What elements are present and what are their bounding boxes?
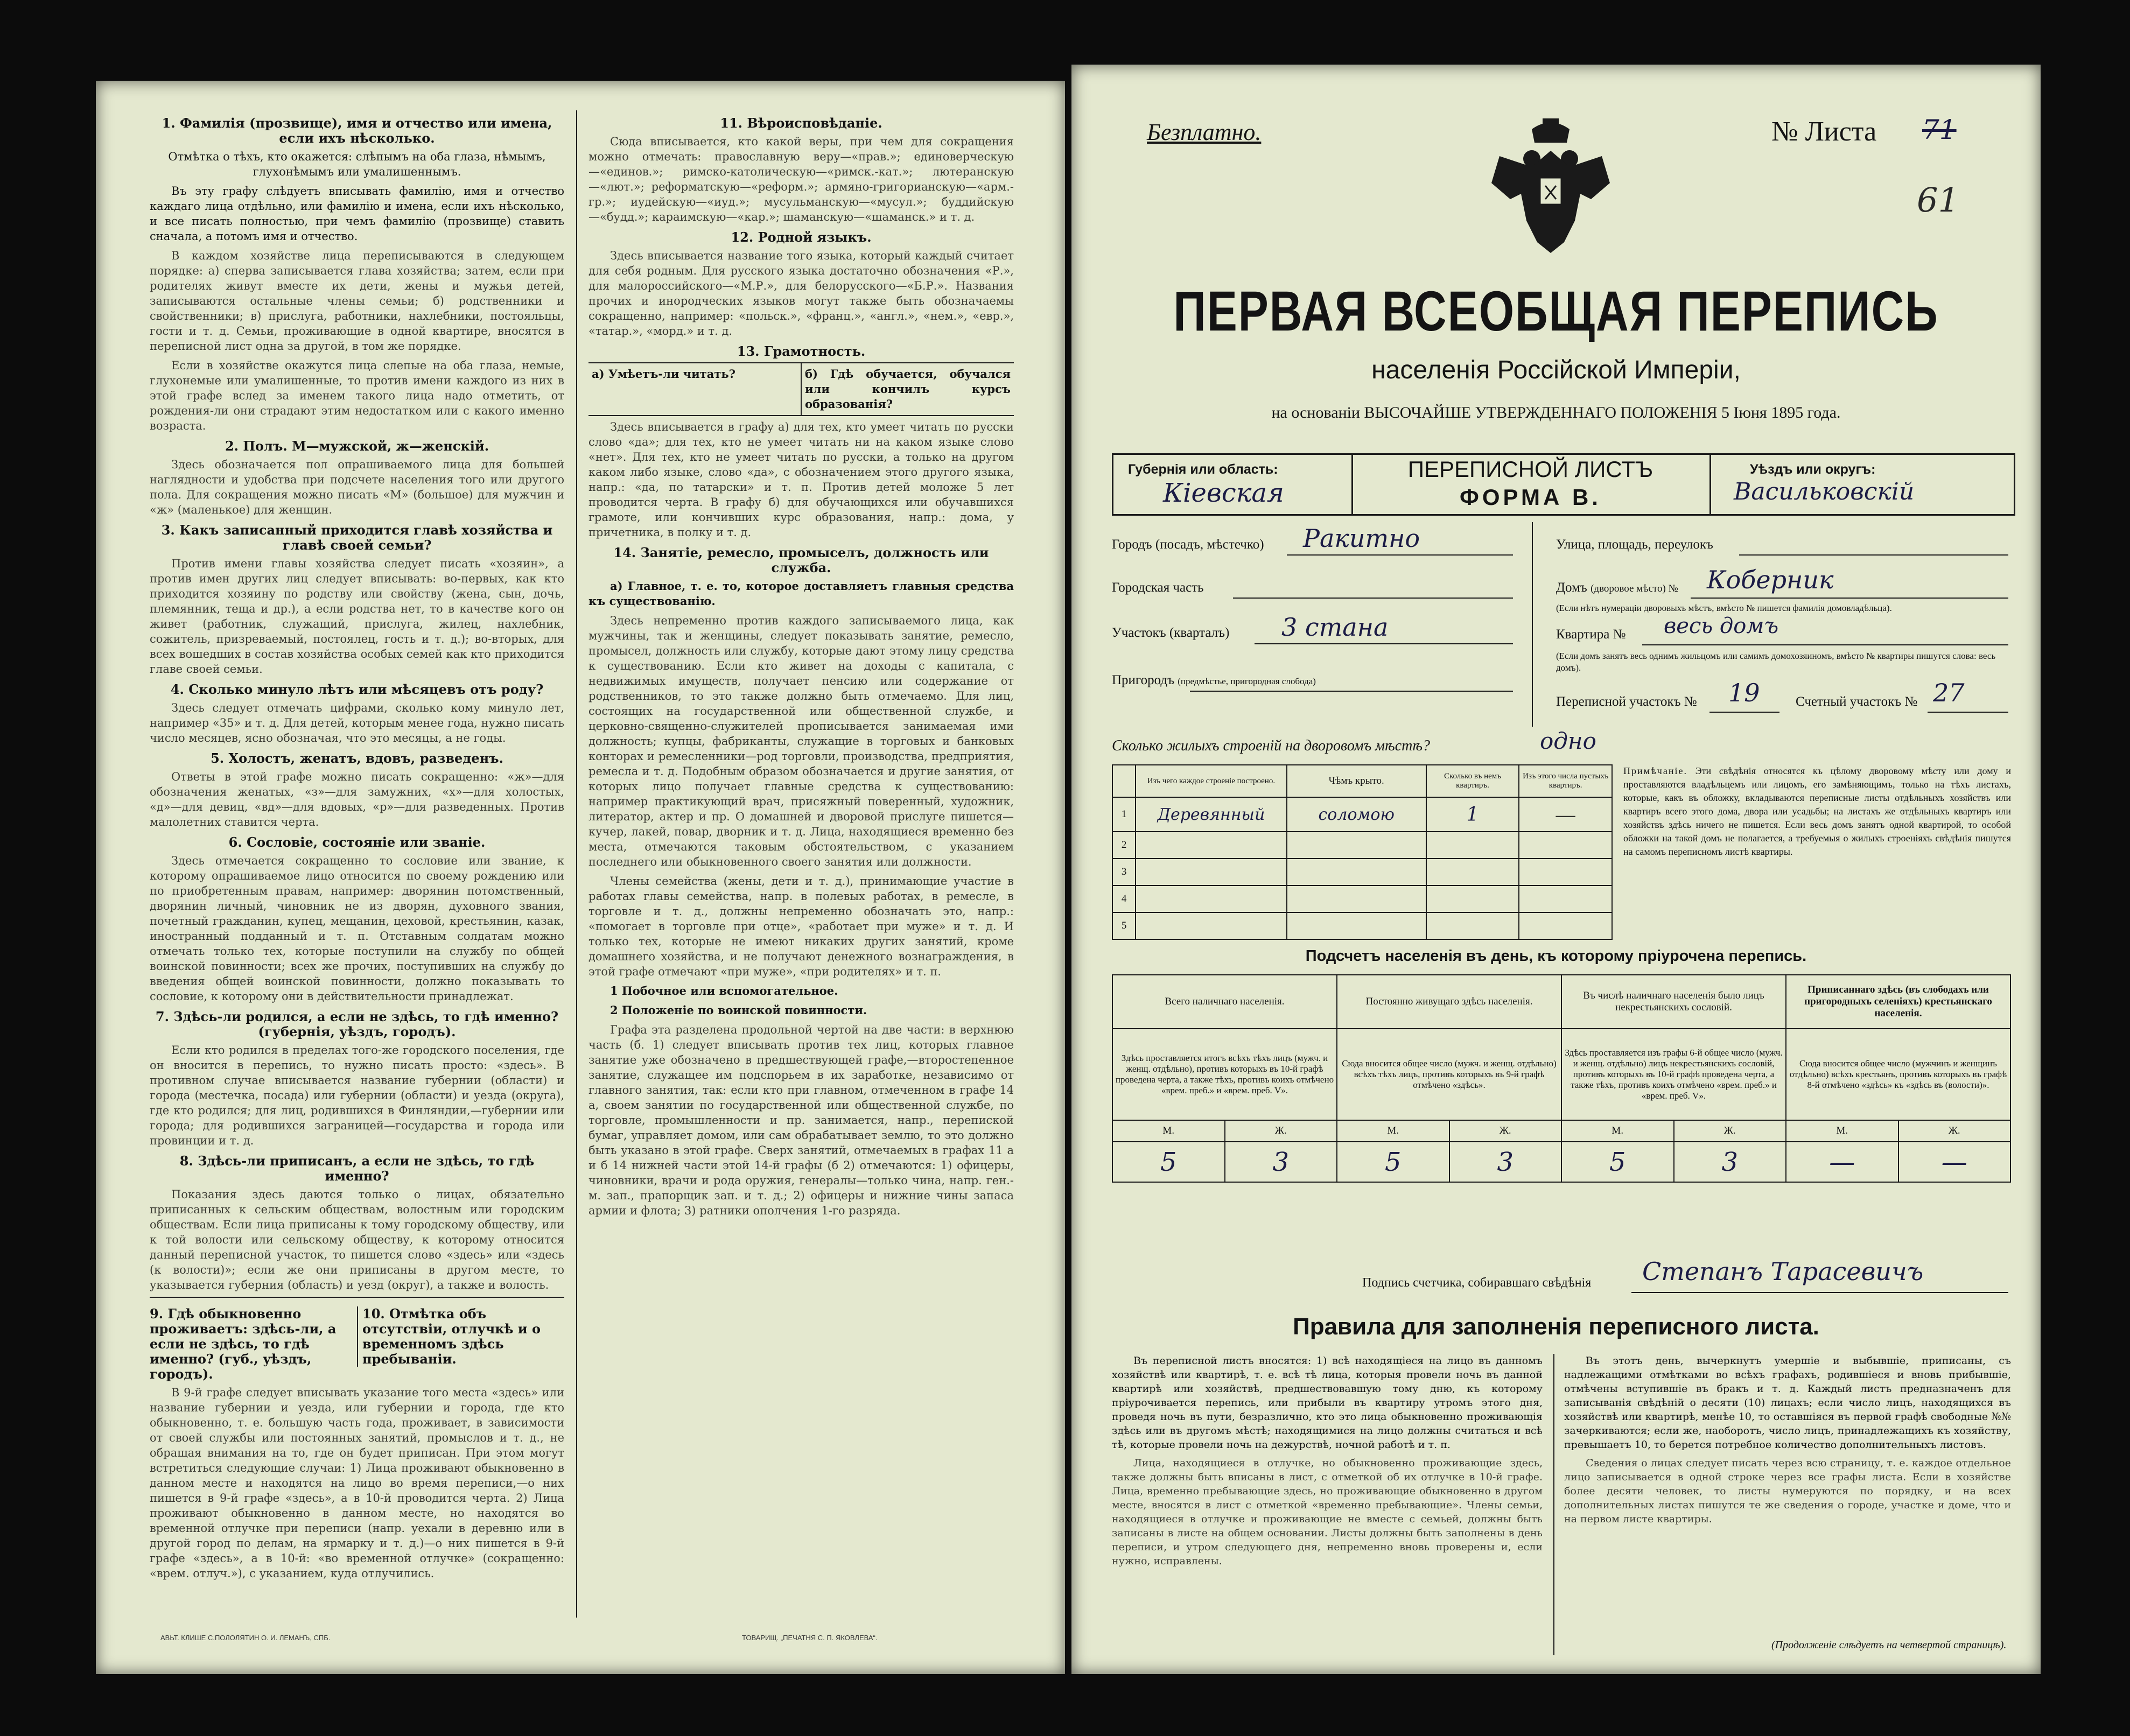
section-4-title: 4. Сколько минуло лѣтъ или мѣсяцевъ отъ роду? (170, 681, 544, 697)
body-text: Против имени главы хозяйства следует писать «хозяин», а против имен других лиц следует вписывать: во-первых, как кто приходится хозяину по родству или свойству (жена, сын, дочь, племянник, теща и др.), а если родства нет, то в качестве кого он живет (работник, служащий, прислуга, жилец, нахлебник, сожитель, призреваемый, постоялец, гость и т. д.); во-вторых, для всех вошедших в состав хозяйства особых семей как кто приходится главе своей семьи. (150, 557, 564, 676)
left-page (96, 81, 1065, 1674)
section-14-title: 14. Занятіе, ремесло, промыселъ, должность или служба. (613, 545, 989, 575)
material-header: Изъ чего каждое строеніе построено. (1136, 765, 1287, 797)
house-note-1: (дворовое мѣсто) № (1591, 583, 1678, 594)
district-value: 3 стана (1281, 613, 1389, 642)
table-row (1112, 832, 1612, 859)
empty-apartments-header: Изъ этого числа пустыхъ квартиръ. (1519, 765, 1612, 797)
divider (1532, 522, 1533, 727)
section-1-text: Въ эту графу слѣдуетъ вписывать фамилію, имя и отчество каждаго лица отдѣльно, или фамилію и имена, если ихъ нѣсколько, и все писать полностью, при чемъ фамилію (прозвище) ставить сначала, а потомъ имя и отчество. (150, 185, 564, 243)
roof-cell (1287, 912, 1426, 939)
apartment-note: (Если домъ занятъ весь однимъ жильцомъ или самимъ домохозяиномъ, вмѣсто № квартиры пишутся слова: весь домъ). (1556, 651, 1996, 673)
fill-line (1287, 554, 1513, 556)
fill-line (1709, 712, 1779, 713)
archive-page-number: 61 (1917, 180, 1959, 220)
crown (1532, 123, 1570, 143)
house-label-text: Домъ (1556, 580, 1587, 595)
sheet-number-label: № Листа (1771, 116, 1877, 147)
population-table (1112, 974, 2011, 1183)
row-number: 4 (1112, 885, 1136, 912)
instructions-column-1 (150, 110, 564, 1618)
uezd-label: Уѣздъ или округъ: (1750, 462, 1876, 477)
suburb-label (1112, 673, 1316, 688)
fill-line (1928, 712, 2008, 713)
body-text: Здесь непременно против каждого записываемого лица, как мужчины, так и женщины, следует показывать занятие, ремесло, промысел, должность или службу, которые дают этому лицу средства к существованию. Если кто живет на доходы с капитала, с недвижимых имуществ, получает пенсию или содержание от родственников, то это также должно быть отмечаемо. Для лиц, состоящих на государственной или общественной службе, и церковно-священно-служителей прописывается занимаемая ими должность; купцы, фабриканты, служащие в торговых и банковых конторах и ремесленники—род торговли, производства, предприятия, ремесла и т. д. Подобным образом обозначается и другие занятия, от которых лицо получает главные средства к существованию: например практикующий врач, присяжный поверенный, художник, литератор, актер и пр. О домашней и дворовой прислуге пишется—кучер, лакей, повар, дворник и т. д. Лица, находящиеся временно без места, отмечаются таковым обстоятельством, с указанием последнего или обыкновенного своего занятия или должности. (588, 614, 1014, 868)
apartment-value: весь домъ (1664, 614, 1779, 638)
row-number: 3 (1112, 859, 1136, 885)
body-text: В 9-й графе следует вписывать указание того места «здесь» или название губернии и уезда, или губернии и города, где кто обыкновенно, т. е. большую часть года, проживает, в зависимости от своей службы или постоянных занятий, промыслов и т. д., не обращая внимания на то, где он будет приписан. При этом могут встретиться следующие случаи: 1) Лица проживают обыкновенно в данном месте и находятся на лицо во время переписи,—о них пишется в 9-й графе «здесь», а в 10-й проводится черта. 2) Лица проживают обыкновенно в данном месте, но находятся во временной отлучке при переписи (напр. уехали в деревню или в другой город по делам, на ярмарку и т. д.)—о них пишется в 9-й графе «здесь», а в 10-й: «во временной отлучке» (сокращенно: «врем. отлуч.»), с указанием, куда отлучились. (150, 1386, 564, 1580)
section-14a-title: а) Главное, т. е. то, которое доставляетъ главныя средства къ существованію. (588, 579, 1014, 608)
apartments-header: Сколько въ немъ квартиръ. (1426, 765, 1519, 797)
house-value: Коберник (1707, 565, 1834, 594)
fill-line (1739, 554, 2008, 556)
material-cell (1136, 885, 1287, 912)
male-header: М. (1561, 1120, 1674, 1142)
material-cell (1136, 832, 1287, 859)
apartments-cell (1426, 885, 1519, 912)
house-note: (Если нѣтъ нумераціи дворовыхъ мѣстъ, вмѣсто № пишется фамилія домовладѣльца). (1556, 603, 1892, 613)
peasant-note: Сюда вносится общее число (мужчинъ и женщинъ отдѣльно) всѣхъ крестьянъ, противъ которыхъ въ графѣ 8-й отмѣчено «здѣсь» къ «здѣсь въ (волости)». (1786, 1029, 2010, 1120)
free-label: Безплатно. (1147, 119, 1262, 145)
buildings-question: Сколько жилыхъ строеній на дворовомъ мѣстѣ? (1112, 737, 1431, 754)
city-label: Городъ (посадъ, мѣстечко) (1112, 537, 1264, 552)
population-title: Подсчетъ населенія въ день, къ которому пріурочена перепись. (1305, 947, 1807, 965)
uezd-value: Васильковскій (1734, 478, 1915, 505)
fill-line (1233, 598, 1513, 599)
fill-line (1691, 598, 2008, 599)
peasant-header: Приписаннаго здѣсь (въ слободахъ или пригородныхъ селеніяхъ) крестьянскаго населенія. (1786, 975, 2010, 1029)
body-text: Лица, находящиеся в отлучке, но обыкновенно проживающие здесь, также должны быть вписаны в лист, с отметкой об их отлучке в 10-й графе. Лица, временно пребывающие здесь, но проживающие обыкновенно в другом месте, вносятся в лист с отметкой «временно пребывающие». Члены семьи, находящиеся в отлучке и проживающие не вместе с семьей, должны быть записаны в листе на общем основании. Листы должны быть заполнены в день переписи, и утром следующего дня, непременно вновь проверены и, если нужно, исправлены. (1112, 1457, 1543, 1567)
signature-label: Подпись счетчика, собиравшаго свѣдѣнія (1362, 1276, 1592, 1290)
section-1-note: Отмѣтка о тѣхъ, кто окажется: слѣпымъ на оба глаза, нѣмымъ, глухонѣмымъ или умалишеннымъ. (168, 150, 546, 178)
row-number: 5 (1112, 912, 1136, 939)
body-text: Здесь отмечается сокращенно то сословие или звание, к которому опрашиваемое лицо относится по своему рождению или по приобретенным правам, например: дворянин потомственный, дворянин личный, чиновник не из дворян, духовного звания, почетный гражданин, купец, мещанин, цеховой, крестьянин, казак, иностранный подданный и т. п. Отставным солдатам можно отмечать только тех, которые поступили на службу по общей воинской повинности; всех же прочих, поступивших на службу до введения общей воинской повинности, должно показывать то сословие, к которому они в действительности принадлежат. (150, 854, 564, 1003)
fill-line (1642, 644, 2008, 645)
section-5-title: 5. Холостъ, женатъ, вдовъ, разведенъ. (211, 750, 503, 766)
row-number-header (1112, 765, 1136, 797)
body-text: Здесь следует отмечать цифрами, сколько кому минуло лет, например «35» и т. д. Для детей, которым менее года, нужно писать число месяцев, ясно обозначая, что это месяцы, а не годы. (150, 701, 564, 744)
female-header: Ж. (1449, 1120, 1562, 1142)
gubernia-label: Губернія или область: (1128, 462, 1278, 477)
body-text: Ответы в этой графе можно писать сокращенно: «ж»—для обозначения женатых, «з»—для замужних, «х»—для холостых, «д»—для девиц, «вд»—для вдовых, «р»—для разведенных. Против малолетних ставится черта. (150, 770, 564, 828)
legal-basis: на основаніи ВЫСОЧАЙШЕ УТВЕРЖДЕННАГО ПОЛОЖЕНІЯ 5 Іюня 1895 года. (1271, 404, 1841, 421)
roof-cell: соломою (1287, 797, 1426, 832)
male-header: М. (1112, 1120, 1225, 1142)
section-14b-2-title: 2 Положеніе по воинской повинности. (610, 1003, 867, 1017)
remark-title: Примѣчаніе. (1623, 765, 1687, 776)
gubernia-value: Кіевская (1163, 478, 1284, 508)
body-text: Здесь обозначается пол опрашиваемого лица для большей наглядности и удобства при подсчете населения того или другого пола. Для сокращения можно писать «М» (большое) для мужчин и «ж» (маленькое) для женщин. (150, 458, 564, 516)
form-main-title: ПЕРВАЯ ВСЕОБЩАЯ ПЕРЕПИСЬ (1173, 279, 1939, 343)
permanent-male-value: 5 (1337, 1142, 1449, 1182)
form-type: ФОРМА В. (1460, 484, 1601, 510)
instructions-column-2 (588, 110, 1014, 1618)
material-cell: Деревянный (1136, 797, 1287, 832)
district-label: Участокъ (кварталъ) (1112, 625, 1230, 640)
remark-block (1623, 764, 2011, 859)
table-row (1112, 912, 1612, 939)
body-text: Если кто родился в пределах того-же городского поселения, где он вносится в перепись, то нужно писать просто: «здесь». В противном случае вписывается название губернии (области) и города (местечка, посада) или губернии (области) и уезда (округа), где кто родился; для лиц, родившихся в Финляндии,—губернии или города; для родившихся заграницей—государства и города или провинции и т. д. (150, 1044, 564, 1147)
counter-signature: Степанъ Тарасевичъ (1642, 1257, 1924, 1286)
street-label: Улица, площадь, переулокъ (1556, 537, 1713, 552)
body-text: Графа эта разделена продольной чертой на две части: в верхнюю часть (б. 1) следует вписывать против тех лиц, которых главное занятие уже обозначено в предшествующей графе,—второстепенное занятие, служащее им подспорьем в их заработке, независимо от главного занятия, так: если кто при главном, отмеченном в графе 14 а, своем занятии по государственной или общественной службе, по торговле, промышленности и пр. занимается, напр., перепиской бумаг, управляет домом, или сам обрабатывает землю, то это должно быть указано в этой графе. Сверх занятий, отмечаемых в графах 11 а и б 14 нижней части этой 14-й графы (б 2) отмечаются: 1) офицеры, чиновники, врачи и рода оружия, генералы—только чина, напр. ген.-м. зап., прапорщик зап. и т. д.; 2) офицеры и нижние чины запаса армии и флота; 3) ратники ополчения 1-го разряда. (588, 1023, 1014, 1217)
non-peasant-header: Въ числѣ наличнаго населенія было лицъ некрестьянскихъ сословій. (1561, 975, 1786, 1029)
section-12-title: 12. Родной языкъ. (731, 229, 872, 245)
rules-column-2 (1564, 1354, 2011, 1634)
table-row (1112, 885, 1612, 912)
section-11-title: 11. Вѣроисповѣданіе. (720, 115, 882, 131)
roof-cell (1287, 832, 1426, 859)
column-divider (576, 110, 577, 1618)
remark-text: Эти свѣдѣнія относятся къ цѣлому дворовому мѣсту или дому и проставляются владѣльцемъ или лицомъ, его замѣняющимъ, только на тѣхъ листахъ, которые, какъ въ обложку, вкладываются переписные листы отдѣльныхъ хозяйствъ или квартиръ всего этого дома, двора или усадьбы; на листахъ же отдѣльныхъ квартиръ или хозяйствъ здѣсь ничего не пишется. Если весь домъ занятъ одной квартирой, то особой обложки на такой домъ не полагается, а требуемыя о жилыхъ строеніяхъ свѣдѣнія пишутся на самомъ переписномъ листѣ квартиры. (1623, 765, 2012, 857)
count-district-value: 27 (1933, 678, 1965, 707)
non-peasant-male-value: 5 (1561, 1142, 1674, 1182)
apartments-cell: 1 (1426, 797, 1519, 832)
body-text: В каждом хозяйстве лица переписываются в следующем порядке: а) сперва записывается глава хозяйства; затем, если при родителях живут вместе их дети, жены и мужья детей, записываются остальные члены семьи; б) родственники и свойственники; в) прислуга, работники, нахлебники, постояльцы, гости и т. д. Семьи, проживающие в одной квартире, вносятся в переписной лист одна за другой, в том же порядке. (150, 249, 564, 353)
rules-text-1: Въ переписной листъ вносятся: 1) всѣ находящіеся на лицо въ данномъ хозяйствѣ или квартирѣ, т. е. всѣ тѣ лица, которыя провели ночь въ данной квартирѣ или хозяйствѣ, предшествовавшую тому дню, къ которому пріурочивается перепись, или прибыли въ квартиру утромъ этого дня, проведя ночь въ пути, безразлично, кто это лица обыкновенно проживающія здѣсь или въ другомъ мѣстѣ; находящимися на лицо должны считаться и всѣ тѣ, которые провели ночь на дежурствѣ, ночной работѣ и т. п. (1112, 1355, 1543, 1451)
section-8-title: 8. Здѣсь-ли приписанъ, а если не здѣсь, то гдѣ именно? (179, 1153, 535, 1184)
sheet-number-value: 71 (1922, 114, 1957, 145)
right-printer-credit: ТОВАРИЩ. „ПЕЧАТНЯ С. П. ЯКОВЛЕВА“. (742, 1634, 878, 1642)
fill-line (1631, 1292, 2008, 1293)
permanent-population-note: Сюда вносится общее число (мужч. и женщ. отдѣльно) всѣхъ тѣхъ лицъ, противъ которыхъ въ 9-й графѣ отмѣчено «здѣсь». (1337, 1029, 1561, 1120)
section-9-title: 9. Гдѣ обыкновенно проживаетъ: здѣсь-ли, а если не здѣсь, то гдѣ именно? (губ., уѣздъ, городъ). (150, 1306, 337, 1382)
continuation-note: (Продолженіе слѣдуетъ на четвертой страницѣ). (1771, 1639, 2007, 1651)
apartments-cell (1426, 912, 1519, 939)
eagle-shield (1540, 178, 1561, 205)
suburb-note: (предмѣстье, пригородная слобода) (1178, 676, 1316, 686)
rules-column-1 (1112, 1354, 1543, 1655)
body-text: Сюда вписывается, кто какой веры, при чем для сокращения можно отмечать: православную веру—«прав.»; единоверческую—«единов.»; римско-католическую—«римск.-кат.»; лютеранскую—«лют.»; реформатскую—«реформ.»; армяно-григорианскую—«арм.-гр.»; иудейскую—«иуд.»; мусульманскую—«мусул.»; буддийскую—«будд.»; караимскую—«кар.»; шаманскую—«шаманск.» и т. д. (588, 135, 1014, 223)
divider (1709, 453, 1711, 516)
row-number: 1 (1112, 797, 1136, 832)
female-header: Ж. (1674, 1120, 1786, 1142)
body-text: Здесь вписывается в графу а) для тех, кто умеет читать по русски слово «да»; для тех, кто не умеет читать ни на каком языке слово «нет». Для тех, кто не умеет читать по русски, а только на другом каком либо языке, слово «да», с обозначением этого другого языка, напр.: «да, по татарски» и т. п. Против детей моложе 5 лет проводится черта. В графу б) для обучающихся или обучавшихся грамоте, или кончивших курс образования, напр.: дома, у причетника, в полку и т. д. (588, 420, 1014, 539)
total-male-value: 5 (1112, 1142, 1225, 1182)
body-text: Здесь вписывается название того языка, который каждый считает для себя родным. Для русского языка достаточно обозначения «Р.», для малороссийского—«М.Р.», для белорусского—«Б.Р.». Названия прочих и инородческих языков могут также быть обозначаемы сокращенно, например: «польск.», «франц.», «англ.», «нем.», «евр.», «татар.», «морд.» и т. д. (588, 249, 1014, 338)
body-text: Если в хозяйстве окажутся лица слепые на оба глаза, немые, глухонемые или умалишенные, то против имени каждого из них в этой графе вслед за именем такого лица надо отметить, от рождения-ли они страдают этим недостатком или с какого именно возраста. (150, 359, 564, 432)
table-row (1112, 859, 1612, 885)
fill-line (1255, 643, 1513, 644)
city-part-label: Городская часть (1112, 580, 1204, 595)
non-peasant-note: Здѣсь проставляется изъ графы 6-й общее число (мужч. и женщ. отдѣльно) лицъ некрестьянскихъ сословій, противъ которыхъ въ 10-й графѣ проведена черта, а также тѣхъ, противъ коихъ отмѣчено «врем. преб.» и «врем. преб. V». (1561, 1029, 1786, 1120)
section-7-title: 7. Здѣсь-ли родился, а если не здѣсь, то гдѣ именно? (губернія, уѣздъ, городъ). (155, 1009, 559, 1039)
census-district-value: 19 (1728, 678, 1760, 707)
body-text: Члены семейства (жены, дети и т. д.), принимающие участие в работах главы семейства, напр. в полевых работах, в ремесле, в торговле и т. д., должны непременно обозначать это, напр.: «помогает в торговле при отце», «работает при муже» и т. д. И только тех, которые не имеют никаких других занятий, кроме домашнего хозяйства, и не получают денежного вознаграждения, в этой графе отмечают «при муже», «при родителях» и т. п. (588, 875, 1014, 978)
peasant-male-value: — (1786, 1142, 1898, 1182)
total-population-note: Здѣсь проставляется итогъ всѣхъ тѣхъ лицъ (мужч. и женщ. отдѣльно), противъ которыхъ въ 10-й графѣ проведена черта, а также тѣхъ, противъ коихъ отмѣчено «врем. преб.» и «врем. преб. V». (1112, 1029, 1337, 1120)
rules-title: Правила для заполненія переписного листа. (1293, 1313, 1819, 1340)
section-10-title: 10. Отмѣтка объ отсутствіи, отлучкѣ и о временномъ здѣсь пребываніи. (357, 1306, 564, 1367)
left-printer-credit: АВЬТ. КЛИШЕ С.ПОЛОЛЯТИН О. И. ЛЕМАНЪ, СПБ. (160, 1634, 331, 1642)
section-13b-title: б) Гдѣ обучается, обучался или кончилъ курсъ образованія? (801, 363, 1014, 415)
empty-cell (1519, 912, 1612, 939)
body-text: Сведения о лицах следует писать через всю страницу, т. е. каждое отдельное лицо записывается в одной строке через все графы листа. Если в хозяйстве более десяти человек, то листы нумеруются по порядку, и на всех дополнительных листах пишутся те же сведения о городе, участке и доме, что и на первом листе квартиры. (1564, 1457, 2011, 1525)
section-1-title: 1. Фамилія (прозвище), имя и отчество или имена, если ихъ нѣсколько. (162, 115, 552, 146)
section-13a-title: а) Умѣетъ-ли читать? (592, 367, 735, 381)
female-header: Ж. (1225, 1120, 1337, 1142)
buildings-value: одно (1540, 728, 1596, 754)
total-population-header: Всего наличнаго населенія. (1112, 975, 1337, 1029)
total-female-value: 3 (1225, 1142, 1337, 1182)
section-3-title: 3. Какъ записанный приходится главѣ хозяйства и главѣ своей семьи? (161, 522, 553, 553)
material-cell (1136, 912, 1287, 939)
empty-cell (1519, 832, 1612, 859)
peasant-female-value: — (1898, 1142, 2011, 1182)
census-form-page (1071, 65, 2041, 1674)
count-district-label: Счетный участокъ № (1796, 694, 1918, 709)
form-title: ПЕРЕПИСНОЙ ЛИСТЪ (1407, 456, 1653, 482)
rules-text-2: Въ этотъ день, вычеркнутъ умершіе и выбывшіе, приписаны, съ надлежащими отмѣтками во всѣхъ графахъ, родившіеся и вновь прибывшіе, отмѣчены вступившіе въ бракъ и т. д. Каждый листъ предназначенъ для записыванія свѣдѣній о десяти (10) лицахъ; если число лицъ, находящихся въ хозяйствѣ или квартирѣ, менѣе 10, то оставшіяся въ первой графѣ свободные №№ зачеркиваются; если же, наоборотъ, число лицъ, принадлежащихъ къ хозяйству, превышаетъ 10, то берется потребное количество дополнительныхъ листовъ. (1564, 1355, 2011, 1451)
female-header: Ж. (1898, 1120, 2011, 1142)
roof-header: Чѣмъ крыто. (1287, 765, 1426, 797)
city-value: Ракитно (1303, 524, 1420, 553)
section-6-title: 6. Сословіе, состояніе или званіе. (228, 834, 486, 850)
roof-cell (1287, 885, 1426, 912)
section-14b-1-title: 1 Побочное или вспомогательное. (610, 984, 838, 997)
section-13-title: 13. Грамотность. (737, 343, 866, 359)
male-header: М. (1786, 1120, 1898, 1142)
apartment-label: Квартира № (1556, 627, 1626, 642)
permanent-female-value: 3 (1449, 1142, 1562, 1182)
non-peasant-female-value: 3 (1674, 1142, 1786, 1182)
fill-line (1190, 691, 1513, 692)
suburb-label-text: Пригородъ (1112, 673, 1174, 687)
apartments-cell (1426, 832, 1519, 859)
divider (1553, 1354, 1554, 1655)
house-label (1556, 580, 1678, 595)
row-number: 2 (1112, 832, 1136, 859)
section-2-title: 2. Полъ. М—мужской, ж—женскій. (225, 438, 489, 454)
form-subtitle: населенія Россійской Имперіи, (1371, 356, 1741, 384)
table-row (1112, 797, 1612, 832)
census-district-label: Переписной участокъ № (1556, 694, 1697, 709)
apartments-cell (1426, 859, 1519, 885)
empty-cell (1519, 859, 1612, 885)
empty-cell (1519, 885, 1612, 912)
empty-cell: — (1519, 797, 1612, 832)
material-cell (1136, 859, 1287, 885)
male-header: М. (1337, 1120, 1449, 1142)
imperial-eagle-emblem (1489, 118, 1613, 258)
permanent-population-header: Постоянно живущаго здѣсь населенія. (1337, 975, 1561, 1029)
body-text: Показания здесь даются только о лицах, обязательно приписанных к сельским обществам, волостным или городским обществам. Если лица приписаны к тому городскому обществу, или к той волости или сельскому обществу, к которому относится данный переписной участок, то пишется слово «здесь» или «здесь (к волости)»; если же они приписаны в другом месте, то указывается губерния (область) и уезд (округ), а также и волость. (150, 1188, 564, 1291)
roof-cell (1287, 859, 1426, 885)
buildings-table (1112, 764, 1613, 940)
